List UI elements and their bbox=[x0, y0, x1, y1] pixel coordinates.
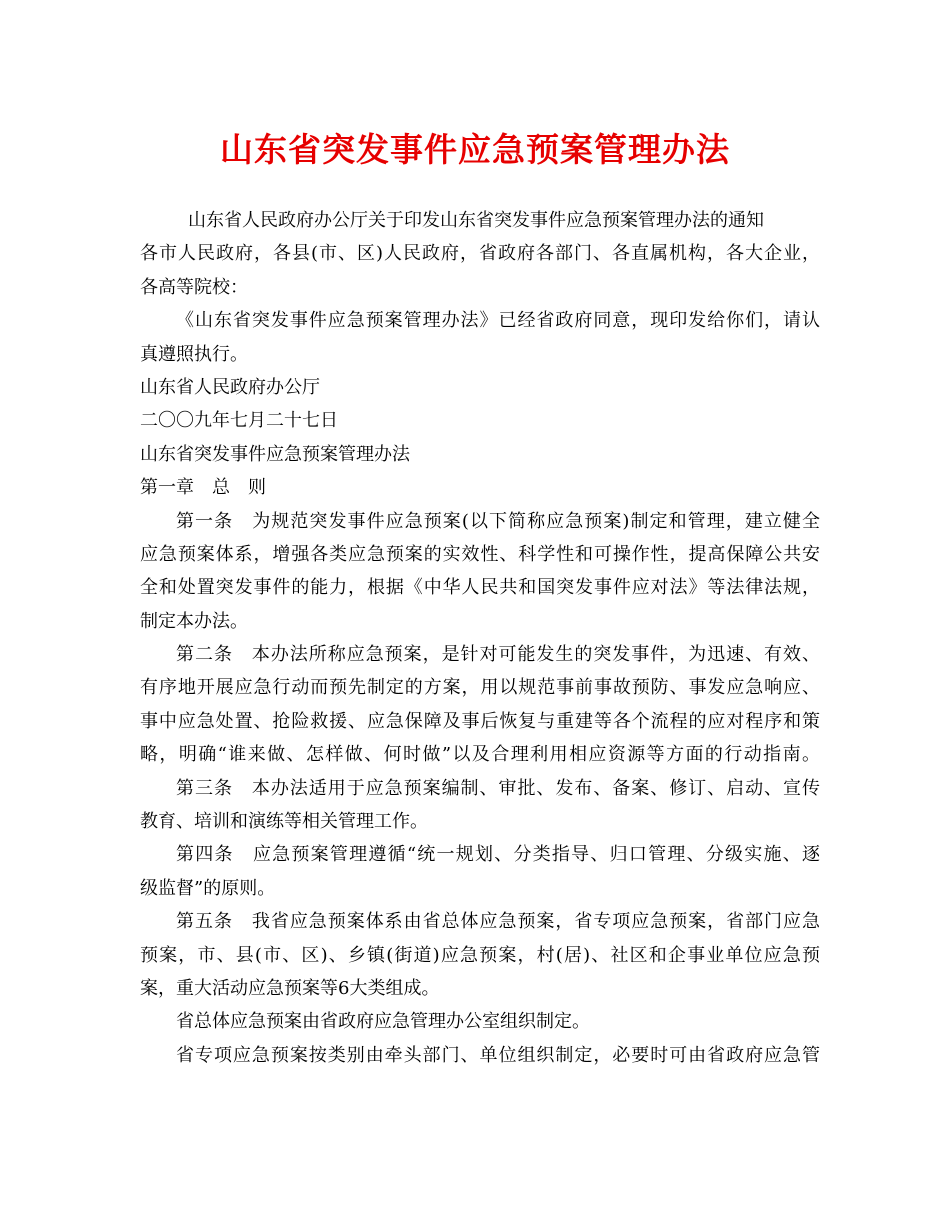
notice-paragraph-line: 真遵照执行。 bbox=[140, 343, 248, 365]
article-line: 教育、培训和演练等相关管理工作。 bbox=[140, 811, 428, 833]
issuer-line: 山东省人民政府办公厅 bbox=[140, 376, 320, 398]
article-line: 省专项应急预案按类别由牵头部门、单位组织制定，必要时可由省政府应急管 bbox=[176, 1044, 820, 1066]
article-line: 应急预案体系，增强各类应急预案的实效性、科学性和可操作性，提高保障公共安 bbox=[140, 543, 820, 565]
article-line: 案，重大活动应急预案等6大类组成。 bbox=[140, 977, 440, 999]
article-line: 第五条 我省应急预案体系由省总体应急预案，省专项应急预案，省部门应急 bbox=[176, 911, 820, 933]
subtitle-line: 山东省突发事件应急预案管理办法 bbox=[140, 443, 410, 465]
article-line: 第二条 本办法所称应急预案，是针对可能发生的突发事件，为迅速、有效、 bbox=[176, 644, 820, 666]
article-line: 省总体应急预案由省政府应急管理办公室组织制定。 bbox=[176, 1011, 590, 1033]
article-line: 事中应急处置、抢险救援、应急保障及事后恢复与重建等各个流程的应对程序和策 bbox=[140, 710, 820, 732]
article-line: 有序地开展应急行动而预先制定的方案，用以规范事前事故预防、事发应急响应、 bbox=[140, 677, 820, 699]
notice-heading: 山东省人民政府办公厅关于印发山东省突发事件应急预案管理办法的通知 bbox=[188, 210, 764, 231]
article-line: 第一条 为规范突发事件应急预案(以下简称应急预案)制定和管理，建立健全 bbox=[176, 510, 820, 532]
document-body bbox=[140, 204, 820, 1072]
article-line: 制定本办法。 bbox=[140, 610, 248, 632]
article-line: 级监督”的原则。 bbox=[140, 877, 276, 899]
recipients-line: 各市人民政府，各县(市、区)人民政府，省政府各部门、各直属机构，各大企业， bbox=[140, 243, 820, 265]
article-line: 全和处置突发事件的能力，根据《中华人民共和国突发事件应对法》等法律法规， bbox=[140, 577, 820, 599]
document-title: 山东省突发事件应急预案管理办法 bbox=[220, 130, 730, 169]
notice-paragraph-line: 《山东省突发事件应急预案管理办法》已经省政府同意，现印发给你们，请认 bbox=[176, 310, 820, 332]
date-line: 二〇〇九年七月二十七日 bbox=[140, 410, 338, 432]
article-line: 预案，市、县(市、区)、乡镇(街道)应急预案，村(居)、社区和企事业单位应急预 bbox=[140, 944, 820, 966]
recipients-line: 各高等院校： bbox=[140, 276, 248, 298]
article-line: 第三条 本办法适用于应急预案编制、审批、发布、备案、修订、启动、宣传 bbox=[176, 777, 820, 799]
chapter-heading: 第一章 总 则 bbox=[140, 477, 266, 499]
article-line: 略，明确“谁来做、怎样做、何时做”以及合理利用相应资源等方面的行动指南。 bbox=[140, 744, 820, 766]
article-line: 第四条 应急预案管理遵循“统一规划、分类指导、归口管理、分级实施、逐 bbox=[176, 844, 820, 866]
